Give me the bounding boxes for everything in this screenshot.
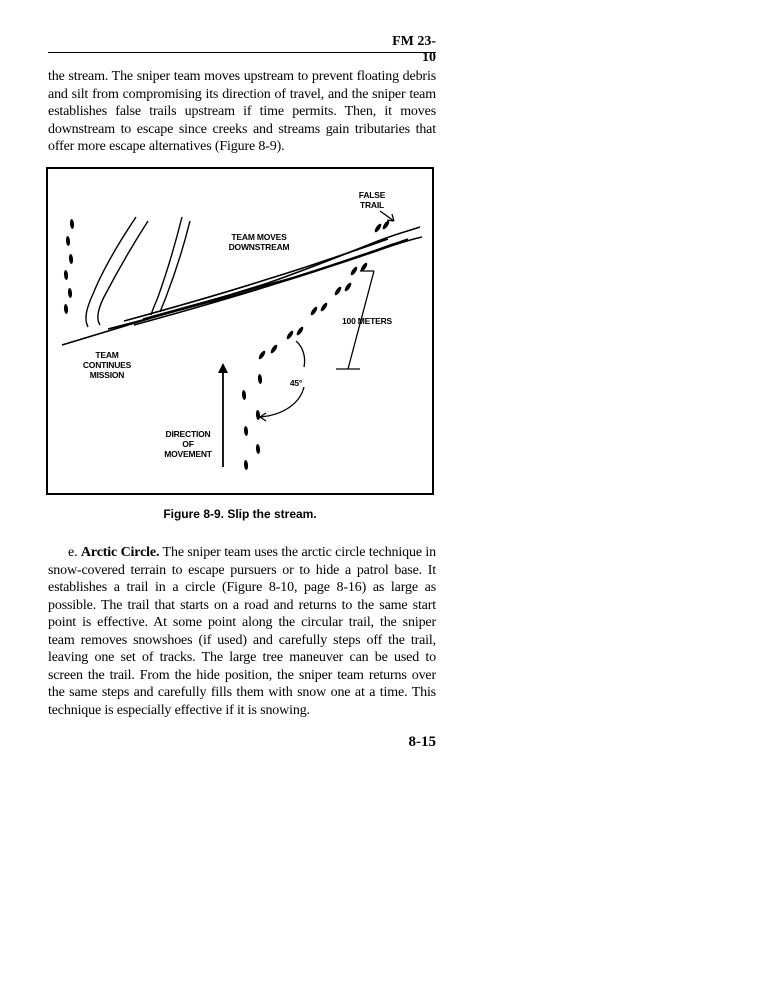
figure-caption: Figure 8-9. Slip the stream. xyxy=(163,507,317,521)
stream-diagram xyxy=(48,169,432,493)
label-false-trail: FALSE TRAIL xyxy=(358,190,386,210)
label-team-moves: TEAM MOVES DOWNSTREAM xyxy=(228,232,290,252)
arrow-up-icon xyxy=(218,363,228,373)
angle-ref-line xyxy=(296,341,305,367)
label-hundred-meters: 100 METERS xyxy=(342,316,392,326)
paragraph-2: e. Arctic Circle. The sniper team uses the arctic circle technique in snow-covered terrain to escape pursuers or to hide a patrol base. It establishes a trail in a circle (Figure 8-10, page 8-16) as large as possible. The trail that starts on a road and returns to the same start point is effective. At some point along the circular trail, the sniper team removes snowshoes (if used) and carefully steps off the trail, leaving one set of tracks. The large tree maneuver can be used to screen the trail. From the hide position, the sniper team returns over the same steps and carefully fills them with snow one at a time. This technique is especially effective if it is snowing. xyxy=(48,545,437,718)
false-trail-pointer xyxy=(380,211,394,221)
label-team-continues: TEAM CONTINUES MISSION xyxy=(82,350,132,380)
paragraph-1: the stream. The sniper team moves upstream to prevent floating debris and silt from compromising its direction of travel, and the sniper team establishes false trails upstream if time permits. Then, it moves downstream to escape since creeks and streams gain tributaries that offer more escape alternatives (Figure 8-9). xyxy=(48,69,436,154)
figure-frame xyxy=(46,167,434,495)
header-rule xyxy=(48,52,436,53)
tributary-left-outer xyxy=(86,217,136,327)
page-number: 8-15 xyxy=(408,734,436,750)
running-header: FM 23-10 xyxy=(392,34,436,65)
term-arctic-circle: Arctic Circle. xyxy=(80,545,160,560)
angle-arc xyxy=(260,387,304,417)
footprint-trail xyxy=(64,219,391,470)
label-direction: DIRECTION OF MOVEMENT xyxy=(164,429,212,459)
label-angle: 45° xyxy=(289,378,303,388)
tributary-mid-inner xyxy=(160,221,190,312)
